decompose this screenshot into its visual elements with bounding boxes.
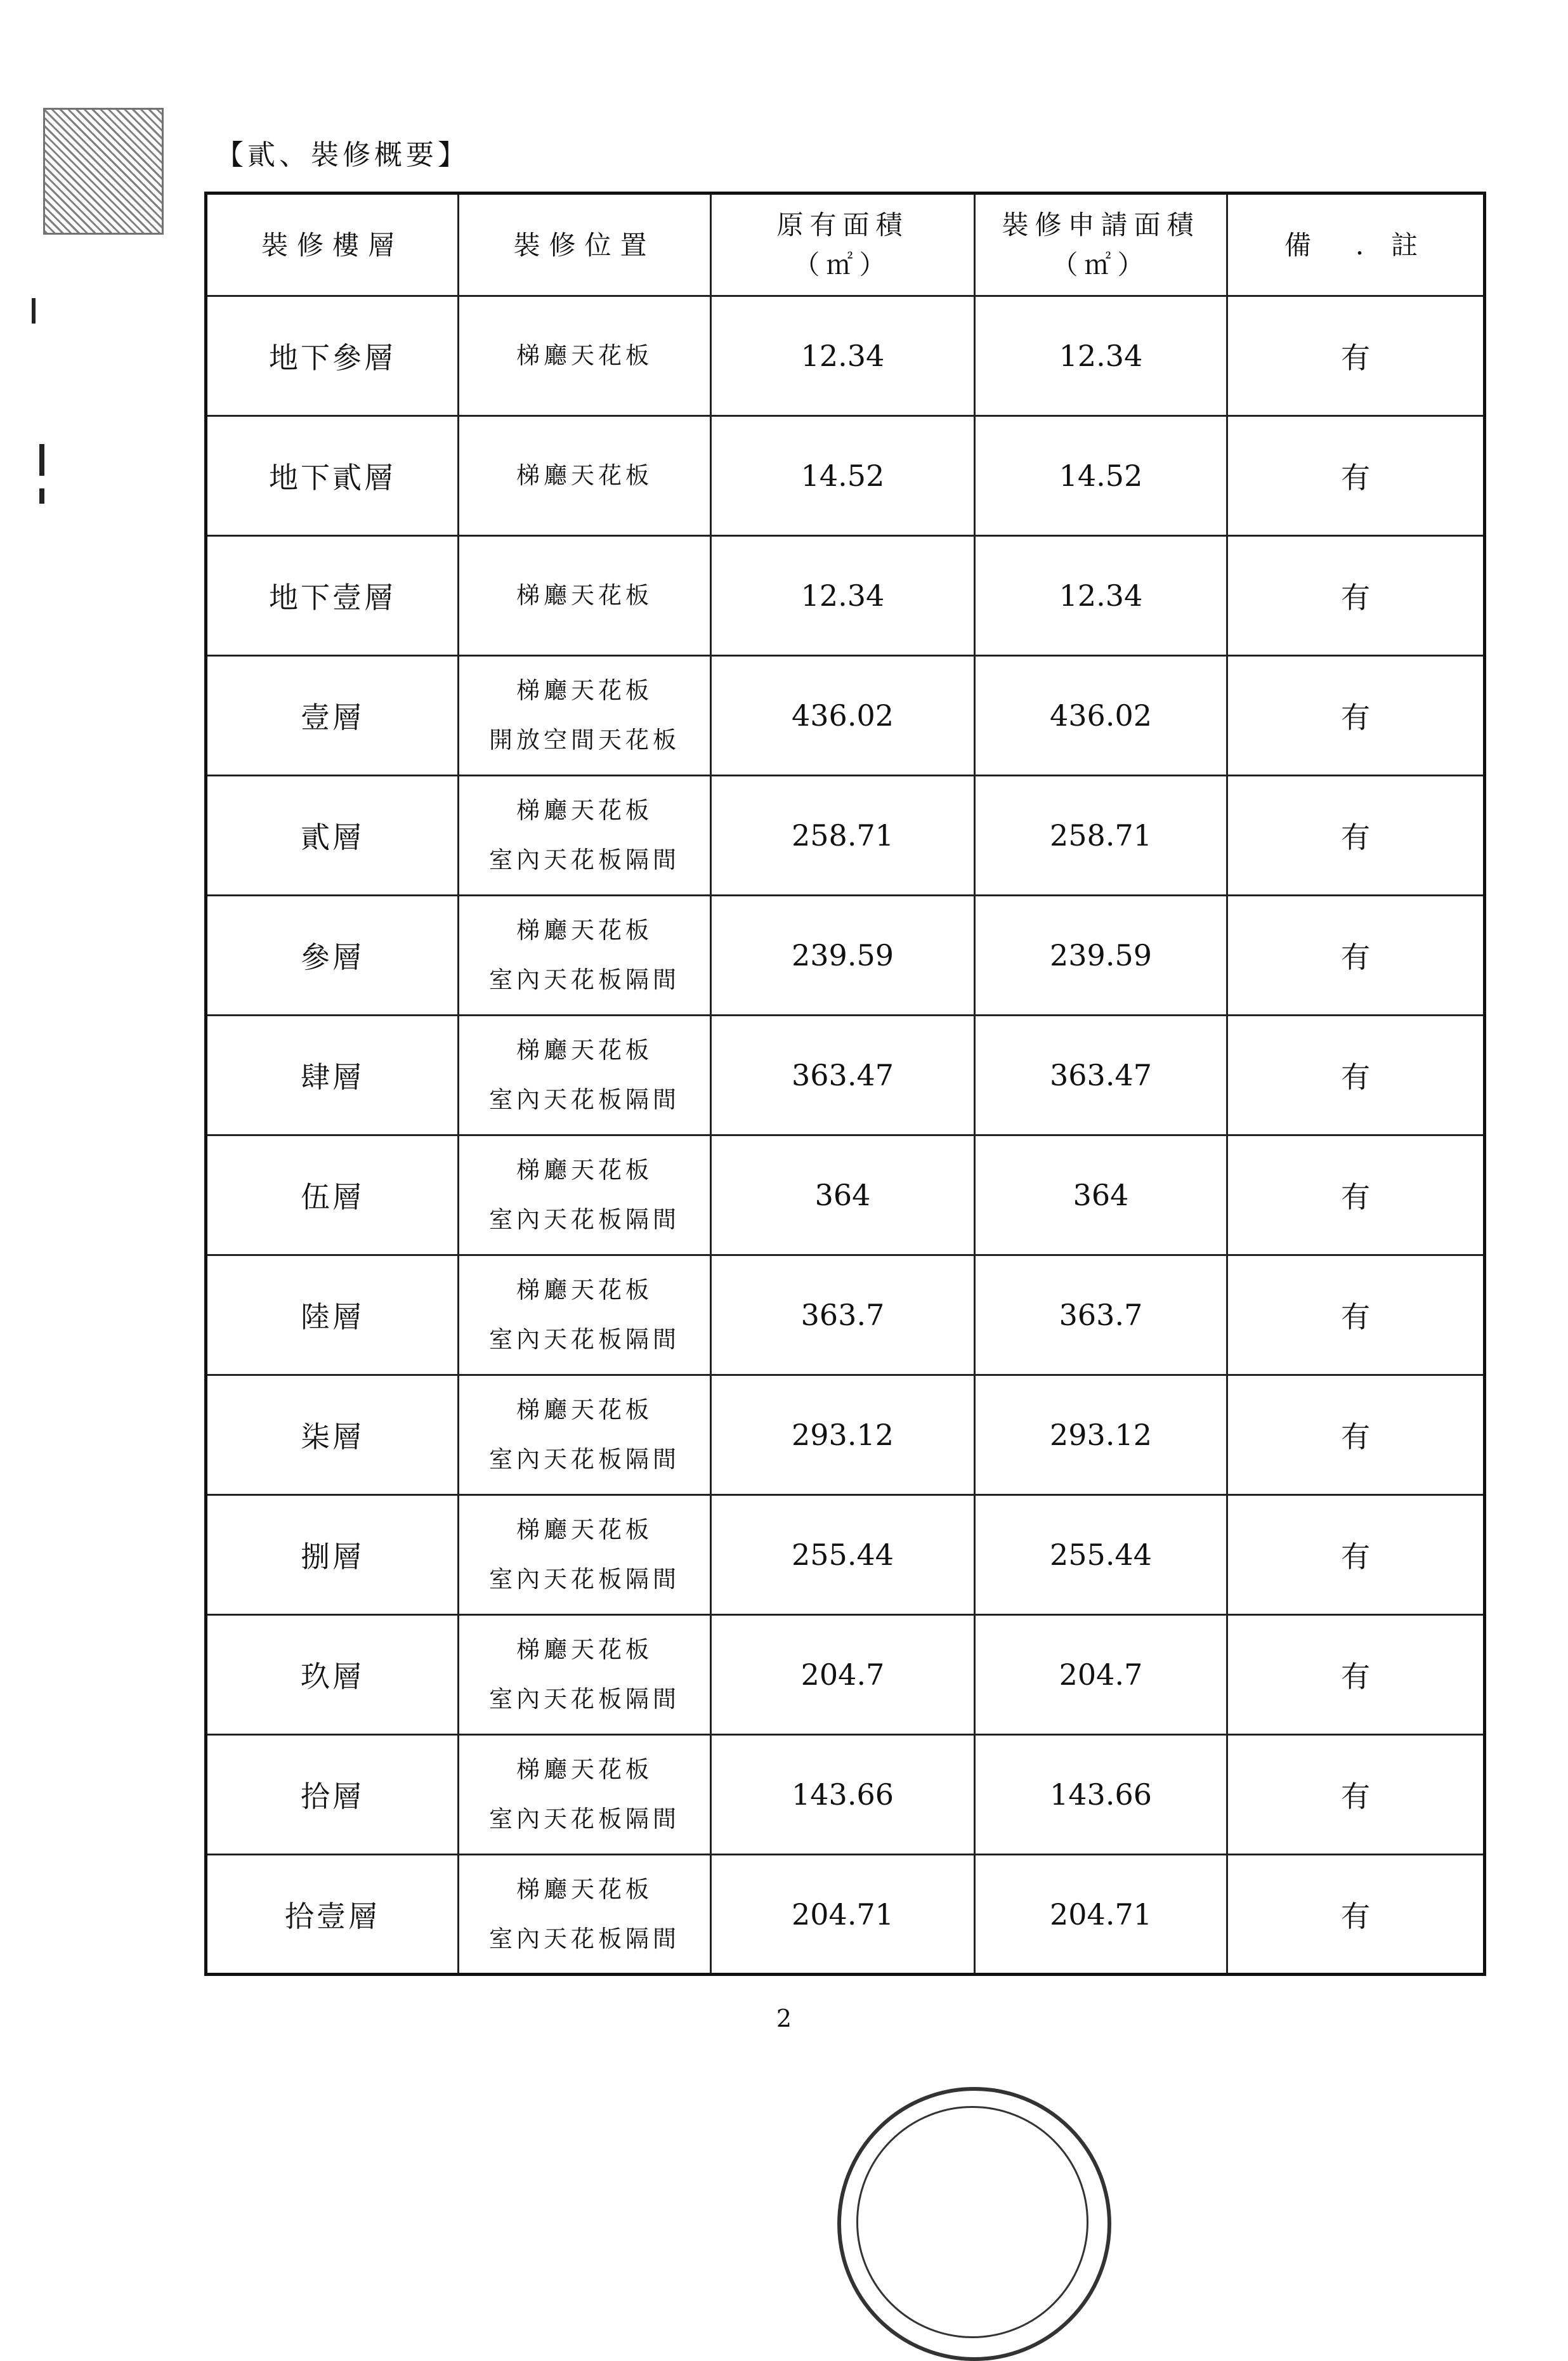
cell-remark: 有 (1227, 656, 1485, 776)
cell-remark: 有 (1227, 1615, 1485, 1735)
cell-floor: 拾層 (206, 1735, 459, 1855)
table-row (206, 536, 1485, 656)
header-original-area-label: 原有面積 (776, 209, 909, 240)
location-line-1: 梯廳天花板 (516, 1396, 653, 1424)
scan-mark (39, 488, 44, 504)
cell-applied-area: 204.71 (975, 1855, 1227, 1975)
location-line-1: 梯廳天花板 (516, 917, 653, 945)
location-line-2: 室內天花板隔間 (489, 966, 680, 993)
cell-applied-area: 143.66 (975, 1735, 1227, 1855)
table-row (206, 1016, 1485, 1135)
cell-remark: 有 (1227, 536, 1485, 656)
cell-remark: 有 (1227, 1495, 1485, 1615)
table-row (206, 776, 1485, 896)
location-line-2: 室內天花板隔間 (489, 1086, 680, 1113)
cell-location (459, 1615, 711, 1735)
cell-original-area: 436.02 (711, 656, 975, 776)
cell-location (459, 776, 711, 896)
cell-location (459, 1735, 711, 1855)
cell-floor: 地下貳層 (206, 416, 459, 536)
location-line-2: 室內天花板隔間 (489, 1326, 680, 1353)
table-row (206, 1855, 1485, 1975)
table-row (206, 416, 1485, 536)
cell-floor: 地下壹層 (206, 536, 459, 656)
cell-original-area: 239.59 (711, 896, 975, 1016)
header-remark: 備 ．註 (1227, 193, 1485, 296)
cell-applied-area: 255.44 (975, 1495, 1227, 1615)
cell-remark: 有 (1227, 1135, 1485, 1255)
cell-floor: 陸層 (206, 1255, 459, 1375)
location-line-1: 梯廳天花板 (516, 677, 653, 705)
header-floor: 裝修樓層 (206, 193, 459, 296)
location-line-1: 梯廳天花板 (516, 1156, 653, 1184)
table-row (206, 1735, 1485, 1855)
cell-floor: 貳層 (206, 776, 459, 896)
cell-applied-area: 204.7 (975, 1615, 1227, 1735)
location-line-1: 梯廳天花板 (516, 1875, 653, 1903)
table-row (206, 1375, 1485, 1495)
cell-remark: 有 (1227, 1255, 1485, 1375)
official-seal-inner-ring (856, 2106, 1088, 2338)
cell-floor: 壹層 (206, 656, 459, 776)
cell-floor: 參層 (206, 896, 459, 1016)
cell-remark: 有 (1227, 1735, 1485, 1855)
location-line-1: 梯廳天花板 (516, 462, 653, 490)
scan-mark (39, 444, 44, 476)
table-row (206, 1255, 1485, 1375)
cell-original-area: 363.47 (711, 1016, 975, 1135)
cell-applied-area: 12.34 (975, 536, 1227, 656)
page-number: 2 (776, 2005, 792, 2032)
cell-applied-area: 239.59 (975, 896, 1227, 1016)
location-line-1: 梯廳天花板 (516, 1276, 653, 1304)
header-original-area (711, 193, 975, 296)
location-line-1: 梯廳天花板 (516, 1636, 653, 1664)
location-line-2: 室內天花板隔間 (489, 1805, 680, 1833)
cell-location (459, 416, 711, 536)
cell-remark: 有 (1227, 296, 1485, 416)
location-line-2: 室內天花板隔間 (489, 1685, 680, 1713)
location-line-1: 梯廳天花板 (516, 1756, 653, 1784)
header-applied-area (975, 193, 1227, 296)
cell-applied-area: 436.02 (975, 656, 1227, 776)
cell-remark: 有 (1227, 1855, 1485, 1975)
location-line-2: 室內天花板隔間 (489, 846, 680, 873)
cell-location (459, 1855, 711, 1975)
cell-applied-area: 363.7 (975, 1255, 1227, 1375)
location-line-1: 梯廳天花板 (516, 582, 653, 610)
cell-remark: 有 (1227, 1016, 1485, 1135)
header-original-area-unit: （㎡） (793, 249, 892, 280)
cell-floor: 玖層 (206, 1615, 459, 1735)
location-line-1: 梯廳天花板 (516, 1516, 653, 1544)
cell-applied-area: 363.47 (975, 1016, 1227, 1135)
cell-location (459, 296, 711, 416)
cell-applied-area: 364 (975, 1135, 1227, 1255)
cell-applied-area: 293.12 (975, 1375, 1227, 1495)
cell-original-area: 204.7 (711, 1615, 975, 1735)
cell-remark: 有 (1227, 776, 1485, 896)
cell-original-area: 204.71 (711, 1855, 975, 1975)
cell-location (459, 1255, 711, 1375)
location-line-2: 室內天花板隔間 (489, 1446, 680, 1473)
renovation-summary-table (204, 192, 1486, 1976)
cell-floor: 地下參層 (206, 296, 459, 416)
table-row (206, 656, 1485, 776)
cell-applied-area: 12.34 (975, 296, 1227, 416)
section-title: 【貳、裝修概要】 (216, 139, 469, 171)
corner-stamp (43, 108, 164, 235)
cell-original-area: 12.34 (711, 536, 975, 656)
cell-remark: 有 (1227, 1375, 1485, 1495)
cell-floor: 拾壹層 (206, 1855, 459, 1975)
table-row (206, 1615, 1485, 1735)
cell-location (459, 1495, 711, 1615)
location-line-2: 室內天花板隔間 (489, 1566, 680, 1593)
header-location: 裝修位置 (459, 193, 711, 296)
location-line-1: 梯廳天花板 (516, 342, 653, 370)
cell-original-area: 14.52 (711, 416, 975, 536)
cell-remark: 有 (1227, 896, 1485, 1016)
cell-floor: 捌層 (206, 1495, 459, 1615)
cell-original-area: 363.7 (711, 1255, 975, 1375)
cell-location (459, 1135, 711, 1255)
cell-original-area: 255.44 (711, 1495, 975, 1615)
cell-floor: 肆層 (206, 1016, 459, 1135)
table-row (206, 1135, 1485, 1255)
cell-applied-area: 258.71 (975, 776, 1227, 896)
cell-original-area: 12.34 (711, 296, 975, 416)
cell-floor: 伍層 (206, 1135, 459, 1255)
scan-mark (32, 298, 36, 324)
location-line-2: 室內天花板隔間 (489, 1206, 680, 1233)
cell-applied-area: 14.52 (975, 416, 1227, 536)
cell-original-area: 143.66 (711, 1735, 975, 1855)
location-line-1: 梯廳天花板 (516, 797, 653, 825)
cell-original-area: 258.71 (711, 776, 975, 896)
table-row (206, 896, 1485, 1016)
location-line-2: 開放空間天花板 (489, 726, 680, 754)
cell-location (459, 1016, 711, 1135)
header-applied-area-unit: （㎡） (1051, 249, 1151, 280)
table-header-row (206, 193, 1485, 296)
cell-location (459, 656, 711, 776)
cell-original-area: 364 (711, 1135, 975, 1255)
cell-remark: 有 (1227, 416, 1485, 536)
table-row (206, 296, 1485, 416)
cell-location (459, 896, 711, 1016)
header-applied-area-label: 裝修申請面積 (1002, 209, 1200, 240)
location-line-1: 梯廳天花板 (516, 1037, 653, 1064)
table-row (206, 1495, 1485, 1615)
cell-location (459, 536, 711, 656)
location-line-2: 室內天花板隔間 (489, 1925, 680, 1952)
cell-original-area: 293.12 (711, 1375, 975, 1495)
cell-floor: 柒層 (206, 1375, 459, 1495)
cell-location (459, 1375, 711, 1495)
